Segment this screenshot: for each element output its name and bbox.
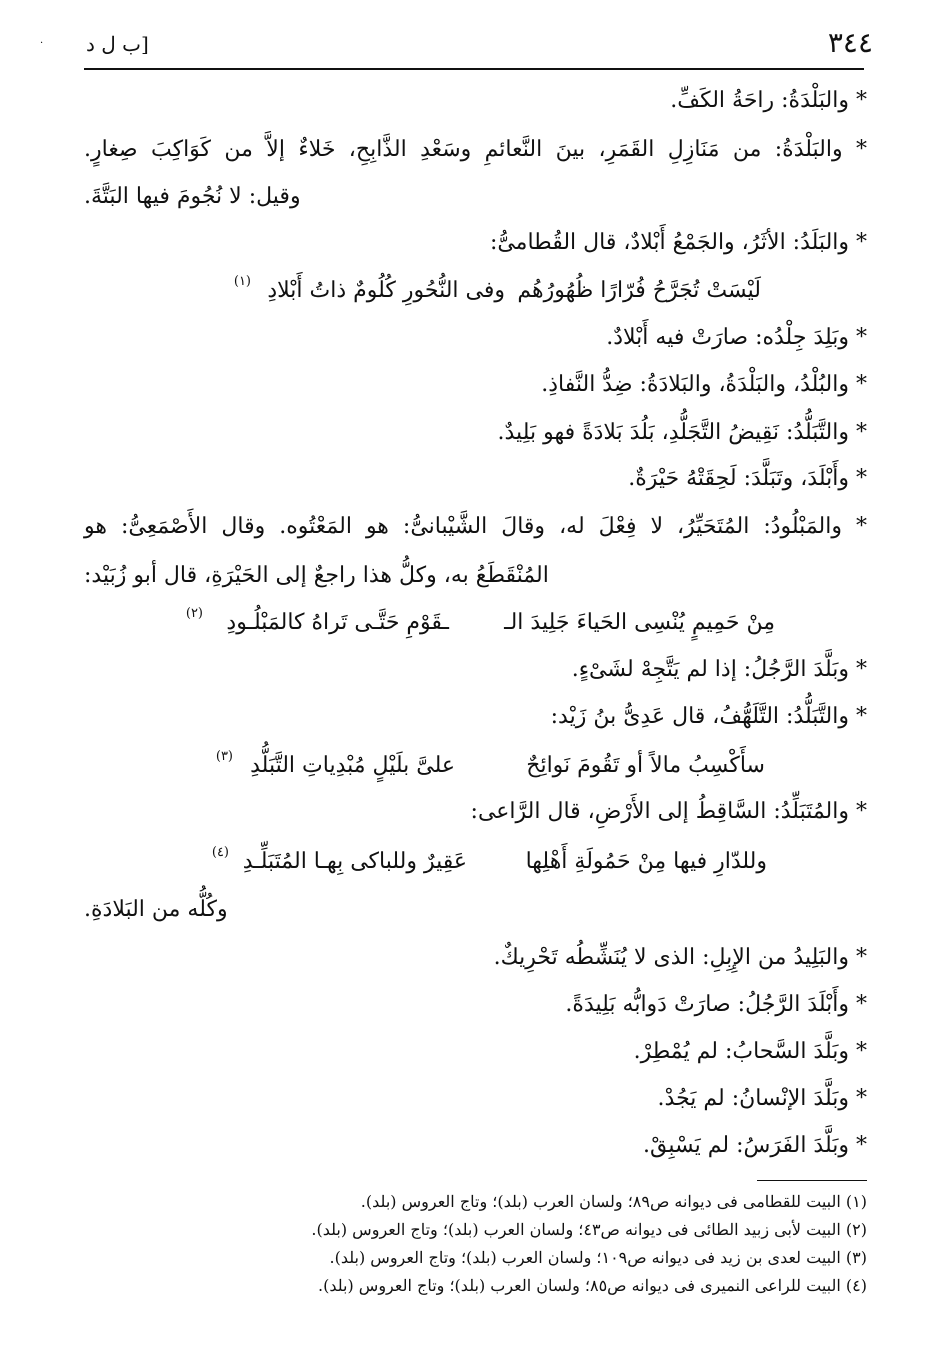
entry-line: المُنْقَطَعُ به، وكلُّ هذا راجعٌ إلى الحَيْرَةِ، قال أبو زُبَيْد: — [84, 563, 549, 588]
entry-line: * والمُتَبَلِّدُ: السَّاقِطُ إلى الأَرْضِ، قال الرَّاعى: — [470, 799, 867, 824]
footnote: (٢) البيت لأبى زبيد الطائى فى ديوانه ص٤٣؛ ولسان العرب (بلد)؛ وتاج العروس (بلد). — [311, 1220, 867, 1239]
footnote: (١) البيت للقطامى فى ديوانه ص٨٩؛ ولسان العرب (بلد)؛ وتاج العروس (بلد). — [360, 1192, 867, 1211]
entry-line: * وبَلَّدَ السَّحابُ: لم يُمْطِرْ. — [633, 1039, 867, 1064]
entry-line: * والبَلِيدُ من الإِبِلِ: الذى لا يُنَشِّطُه تَحْرِيكٌ. — [493, 945, 867, 970]
entry-line: * والبَلْدَةُ: من مَنَازِلِ القَمَرِ، بينَ النَّعائمِ وسَعْدِ الذَّابِحِ، خَلاءٌ إلاَّ من كَوَاكِبَ صِغارٍ. — [84, 137, 867, 162]
entry-line: * وبَلِدَ جِلْدُه: صارَتْ فيه أَبْلادٌ. — [606, 325, 867, 350]
verse-3-first-hemistich: سأَكْسِبُ مالاً أو تَقُومَ نَوائِحٌ — [526, 753, 765, 778]
entry-line: * وبَلَّدَ الفَرَسُ: لم يَسْبِقْ. — [643, 1133, 867, 1158]
verse-1-second-hemistich: وفى النُّحُورِ كُلُومٌ ذاتُ أَبْلادِ — [267, 278, 505, 303]
verse-4-first-hemistich: وللدّارِ فيها مِنْ حَمُولَةِ أَهْلِها — [525, 849, 767, 874]
verse-1-footnote-ref: (١) — [233, 274, 251, 289]
entry-line: * وأَبْلَدَ الرَّجُلُ: صارَتْ دَوابُّه بَلِيدَةً. — [565, 992, 867, 1017]
verse-2-second-hemistich: ـقَوْمِ حَتَّـى تَراهُ كالمَبْلُـودِ — [226, 610, 449, 635]
entry-line: * والبَلَدُ: الأثَرُ، والجَمْعُ أَبْلادٌ، قال القُطامىُّ: — [489, 230, 867, 255]
entry-line: * وبَلَّدَ الإنْسانُ: لم يَجُدْ. — [657, 1086, 867, 1111]
entry-line: * والمَبْلُودُ: المُتَحَيِّرُ، لا فِعْلَ له، وقالَ الشَّيْبانىُّ: هو المَعْتُوه. وقال الأَصْمَعِىُّ: هو — [84, 514, 867, 539]
entry-line: * والتَّبَلُّدُ: نَقِيضُ التَّجَلُّدِ، بَلُدَ بَلادَةً فهو بَلِيدٌ. — [497, 420, 867, 445]
header-rule — [84, 68, 864, 70]
running-head-root: [ب ل د — [86, 32, 149, 56]
entry-line: * والبَلْدَةُ: راحَةُ الكَفِّ. — [670, 88, 867, 113]
verse-4-second-hemistich: عَقِيرٌ وللباكى بِهـا المُتَبَلِّـدِ — [242, 849, 467, 874]
verse-4-footnote-ref: (٤) — [211, 845, 229, 860]
footnote: (٣) البيت لعدى بن زيد فى ديوانه ص١٠٩؛ ولسان العرب (بلد)؛ وتاج العروس (بلد). — [329, 1248, 867, 1267]
entry-line: * وأَبْلَدَ، وتَبَلَّدَ: لَحِقَتْهُ حَيْرَةٌ. — [628, 466, 867, 491]
entry-line: * وبَلَّدَ الرَّجُلُ: إذا لم يَتَّجِهْ لشَىْءٍ. — [571, 657, 867, 682]
page-number: ٣٤٤ — [827, 26, 873, 59]
footnote-rule — [757, 1180, 867, 1181]
entry-line: * والتَّبَلُّدُ: التَّلَهُّفُ، قال عَدِىُّ بنُ زَيْد: — [550, 704, 867, 729]
verse-1-first-hemistich: لَيْسَتْ تُجَرَّحُ فُرّارًا ظُهُورُهُم — [517, 278, 761, 303]
verse-3-footnote-ref: (٣) — [215, 749, 233, 764]
margin-dot: · — [40, 38, 44, 49]
verse-2-footnote-ref: (٢) — [185, 606, 203, 621]
verse-2-first-hemistich: مِنْ حَمِيمٍ يُنْسِى الحَياءَ جَلِيدَ الـ — [504, 610, 775, 635]
verse-3-second-hemistich: علىَّ بلَيْلٍ مُبْدِياتِ التَّبَلُّدِ — [250, 753, 455, 778]
footnote: (٤) البيت للراعى النميرى فى ديوانه ص٨٥؛ ولسان العرب (بلد)؛ وتاج العروس (بلد). — [317, 1276, 867, 1295]
entry-line: * والبُلْدُ، والبَلْدَةُ، والبَلادَةُ: ضِدُّ النَّفاذِ. — [541, 372, 867, 397]
entry-line: وكُلُّه من البَلادَةِ. — [84, 897, 228, 922]
entry-line: وقيل: لا نُجُومَ فيها البَتَّةَ. — [84, 184, 301, 209]
